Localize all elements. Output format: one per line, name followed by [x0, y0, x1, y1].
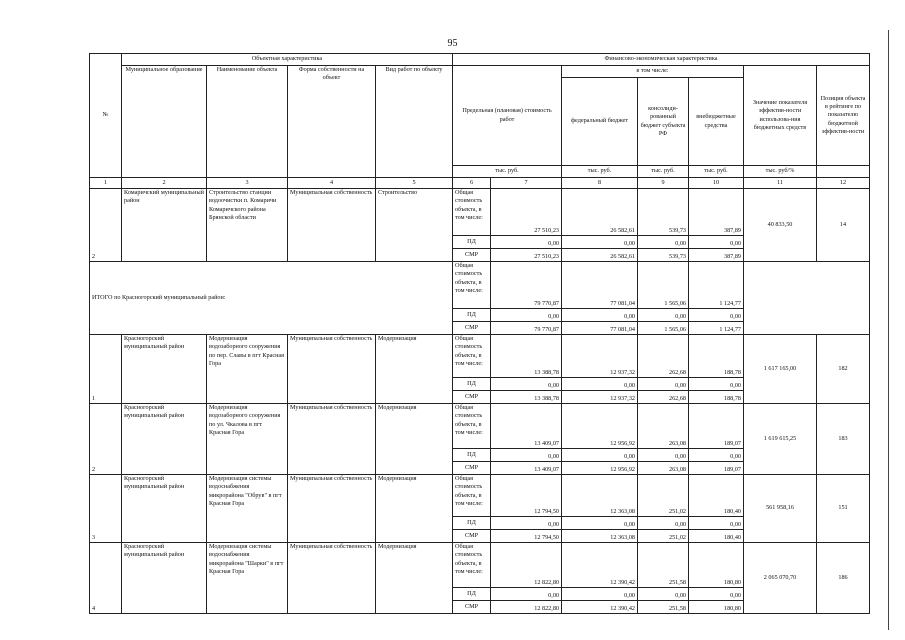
header-cons: консолиди-рованный бюджет субъекта РФ [638, 78, 689, 166]
row-label-pd: ПД [453, 449, 491, 462]
cell-value: 77 081,04 [562, 262, 638, 309]
row-object-name: Модернизация водозаборного сооружения по ул. Чкалова в пгт Красная Гора [207, 404, 288, 475]
cell-value: 0,00 [638, 236, 689, 249]
cell-value: 12 363,08 [562, 475, 638, 517]
cell-value: 27 510,23 [491, 189, 562, 236]
cell-value: 0,00 [562, 236, 638, 249]
row-label-total: Общая стоимость объекта, в том числе: [453, 404, 491, 449]
header-incl: в том числе: [562, 66, 744, 78]
cell-value: 12 822,80 [491, 601, 562, 614]
header-indicator: Значение показателя эффектив-ности использова-ния бюджетных средств [744, 66, 817, 166]
col-number: 7 [491, 178, 562, 189]
table-row [90, 543, 870, 588]
row-rating: 151 [817, 475, 870, 543]
cell-value: 0,00 [638, 517, 689, 530]
header-mun: Муниципальное образование [122, 66, 207, 178]
row-number: 1 [90, 335, 122, 404]
col-number: 3 [207, 178, 288, 189]
cell-value: 0,00 [638, 588, 689, 601]
row-rating: 182 [817, 335, 870, 404]
col-number: 4 [288, 178, 376, 189]
cell-value: 387,89 [689, 249, 744, 262]
header-num: № [90, 54, 122, 178]
row-object-name: Модернизация системы водоснабжения микрорайона "Обрув" в пгт Красная Гора [207, 475, 288, 543]
cell-value: 12 390,42 [562, 543, 638, 588]
row-mun: Красногорский муниципальный район [122, 475, 207, 543]
cell-value: 188,78 [689, 391, 744, 404]
cell-value: 263,08 [638, 462, 689, 475]
table-row [90, 335, 870, 378]
cell-value: 262,68 [638, 391, 689, 404]
row-indicator: 40 833,50 [744, 189, 817, 262]
row-ownership: Муниципальная собственность [288, 335, 376, 404]
row-label-smr: СМР [453, 249, 491, 262]
cell-value: 262,68 [638, 335, 689, 378]
total-row [90, 262, 870, 309]
row-label-total: Общая стоимость объекта, в том числе: [453, 262, 491, 309]
cell-value: 1 124,77 [689, 322, 744, 335]
cell-value: 189,07 [689, 462, 744, 475]
col-number: 12 [817, 178, 870, 189]
cell-value: 0,00 [689, 517, 744, 530]
row-mun: Красногорский муниципальный район [122, 543, 207, 614]
total-label: ИТОГО по Красногорский муниципальный район: [90, 262, 453, 335]
cell-value: 539,73 [638, 249, 689, 262]
cell-value: 12 822,80 [491, 543, 562, 588]
row-label-total: Общая стоимость объекта, в том числе: [453, 335, 491, 378]
row-indicator: 561 958,16 [744, 475, 817, 543]
header-form: Форма собственности на объект [288, 66, 376, 178]
cell-value: 251,02 [638, 530, 689, 543]
column-numbers-row [90, 178, 870, 189]
row-number: 3 [90, 475, 122, 543]
row-label-smr: СМР [453, 391, 491, 404]
cell-value: 0,00 [638, 449, 689, 462]
cell-value: 0,00 [638, 378, 689, 391]
unit-cons: тыс. руб. [638, 166, 689, 178]
row-works: Модернизация [376, 335, 453, 404]
col-number: 11 [744, 178, 817, 189]
scan-edge-line [888, 30, 889, 630]
cell-value: 0,00 [689, 309, 744, 322]
unit-extra: тыс. руб. [689, 166, 744, 178]
cell-value: 0,00 [689, 236, 744, 249]
header-rating: Позиция объекта в рейтинге по показателю бюджетной эффектив-ности [817, 66, 870, 166]
row-number: 4 [90, 543, 122, 614]
cell-value: 12 937,32 [562, 335, 638, 378]
col-number: 5 [376, 178, 453, 189]
row-ownership: Муниципальная собственность [288, 543, 376, 614]
row-label-pd: ПД [453, 309, 491, 322]
cell-value: 0,00 [638, 309, 689, 322]
cell-value: 0,00 [689, 449, 744, 462]
col-number: 10 [689, 178, 744, 189]
row-indicator: 1 619 615,25 [744, 404, 817, 475]
col-number: 8 [562, 178, 638, 189]
cell-value: 189,07 [689, 404, 744, 449]
row-number: 2 [90, 404, 122, 475]
cell-value: 12 956,92 [562, 462, 638, 475]
cell-value: 1 565,06 [638, 322, 689, 335]
header-object-char: Объектная характеристика [122, 54, 453, 66]
cell-value: 0,00 [562, 378, 638, 391]
cell-value: 26 582,61 [562, 249, 638, 262]
cell-value: 12 390,42 [562, 601, 638, 614]
cell-value: 0,00 [562, 588, 638, 601]
unit-limit: тыс. руб. [453, 166, 562, 178]
cell-value: 180,40 [689, 475, 744, 517]
header-extra: внебюджетные средства [689, 78, 744, 166]
row-label-smr: СМР [453, 322, 491, 335]
cell-value: 27 510,23 [491, 249, 562, 262]
cell-value: 180,80 [689, 543, 744, 588]
cell-value: 251,58 [638, 601, 689, 614]
table-row [90, 189, 870, 236]
row-works: Строительство [376, 189, 453, 262]
cell-value: 539,73 [638, 189, 689, 236]
cell-value: 251,58 [638, 543, 689, 588]
cell-value: 13 409,07 [491, 462, 562, 475]
cell-value: 387,89 [689, 189, 744, 236]
cell-value: 12 363,08 [562, 530, 638, 543]
col-number: 6 [453, 178, 491, 189]
row-ownership: Муниципальная собственность [288, 475, 376, 543]
cell-value: 1 124,77 [689, 262, 744, 309]
row-works: Модернизация [376, 404, 453, 475]
page-number: 95 [447, 38, 458, 49]
cell-value: 0,00 [562, 517, 638, 530]
cell-value: 12 794,50 [491, 475, 562, 517]
row-label-smr: СМР [453, 530, 491, 543]
cell-value: 77 081,04 [562, 322, 638, 335]
row-indicator: 1 617 165,00 [744, 335, 817, 404]
header-limit: Предельная (плановая) стоимость работ [453, 66, 562, 166]
cell-value: 0,00 [689, 378, 744, 391]
cell-value: 0,00 [491, 517, 562, 530]
row-rating: 183 [817, 404, 870, 475]
row-label-smr: СМР [453, 601, 491, 614]
col-number: 9 [638, 178, 689, 189]
row-object-name: Модернизация системы водоснабжения микрорайона "Шарки" в пгт Красная Гора [207, 543, 288, 614]
row-indicator: 2 065 070,70 [744, 543, 817, 614]
col-number: 1 [90, 178, 122, 189]
row-label-total: Общая стоимость объекта, в том числе: [453, 475, 491, 517]
cell-value: 13 388,78 [491, 391, 562, 404]
budget-table [89, 53, 870, 614]
row-label-total: Общая стоимость объекта, в том числе: [453, 543, 491, 588]
cell-value: 263,08 [638, 404, 689, 449]
row-label-total: Общая стоимость объекта, в том числе: [453, 189, 491, 236]
col-number: 2 [122, 178, 207, 189]
cell-value: 79 770,87 [491, 262, 562, 309]
row-mun: Комаричский муниципальный район [122, 189, 207, 262]
table-row [90, 475, 870, 517]
cell-value: 12 794,50 [491, 530, 562, 543]
cell-value: 13 409,07 [491, 404, 562, 449]
row-mun: Красногорский муниципальный район [122, 335, 207, 404]
header-name: Наименование объекта [207, 66, 288, 178]
cell-value: 13 388,78 [491, 335, 562, 378]
header-fin-char: Финансово-экономическая характеристика [453, 54, 870, 66]
row-ownership: Муниципальная собственность [288, 404, 376, 475]
cell-value: 0,00 [562, 449, 638, 462]
cell-value: 0,00 [491, 449, 562, 462]
row-label-pd: ПД [453, 517, 491, 530]
cell-value: 0,00 [491, 588, 562, 601]
cell-value: 251,02 [638, 475, 689, 517]
row-rating: 186 [817, 543, 870, 614]
cell-value: 180,40 [689, 530, 744, 543]
unit-fed: тыс. руб. [562, 166, 638, 178]
cell-value: 26 582,61 [562, 189, 638, 236]
row-object-name: Модернизация водозаборного сооружения по пер. Славы в пгт Красная Гора [207, 335, 288, 404]
cell-value: 0,00 [491, 378, 562, 391]
cell-value: 0,00 [491, 236, 562, 249]
table-row [90, 404, 870, 449]
row-label-pd: ПД [453, 588, 491, 601]
row-label-pd: ПД [453, 236, 491, 249]
row-works: Модернизация [376, 475, 453, 543]
row-ownership: Муниципальная собственность [288, 189, 376, 262]
cell-value: 79 770,87 [491, 322, 562, 335]
cell-value: 12 937,32 [562, 391, 638, 404]
row-label-smr: СМР [453, 462, 491, 475]
row-number: 2 [90, 189, 122, 262]
row-mun: Красногорский муниципальный район [122, 404, 207, 475]
cell-value: 188,78 [689, 335, 744, 378]
header-works: Вид работ по объекту [376, 66, 453, 178]
cell-value: 0,00 [689, 588, 744, 601]
cell-value: 180,80 [689, 601, 744, 614]
row-rating: 14 [817, 189, 870, 262]
cell-value: 0,00 [562, 309, 638, 322]
cell-value: 1 565,06 [638, 262, 689, 309]
cell-value: 12 956,92 [562, 404, 638, 449]
row-label-pd: ПД [453, 378, 491, 391]
row-works: Модернизация [376, 543, 453, 614]
unit-indicator: тыс. руб/% [744, 166, 817, 178]
cell-value: 0,00 [491, 309, 562, 322]
row-object-name: Строительство станции водоочистки п. Комаричи Комаричского района Брянской области [207, 189, 288, 262]
header-fed: федеральный бюджет [562, 78, 638, 166]
